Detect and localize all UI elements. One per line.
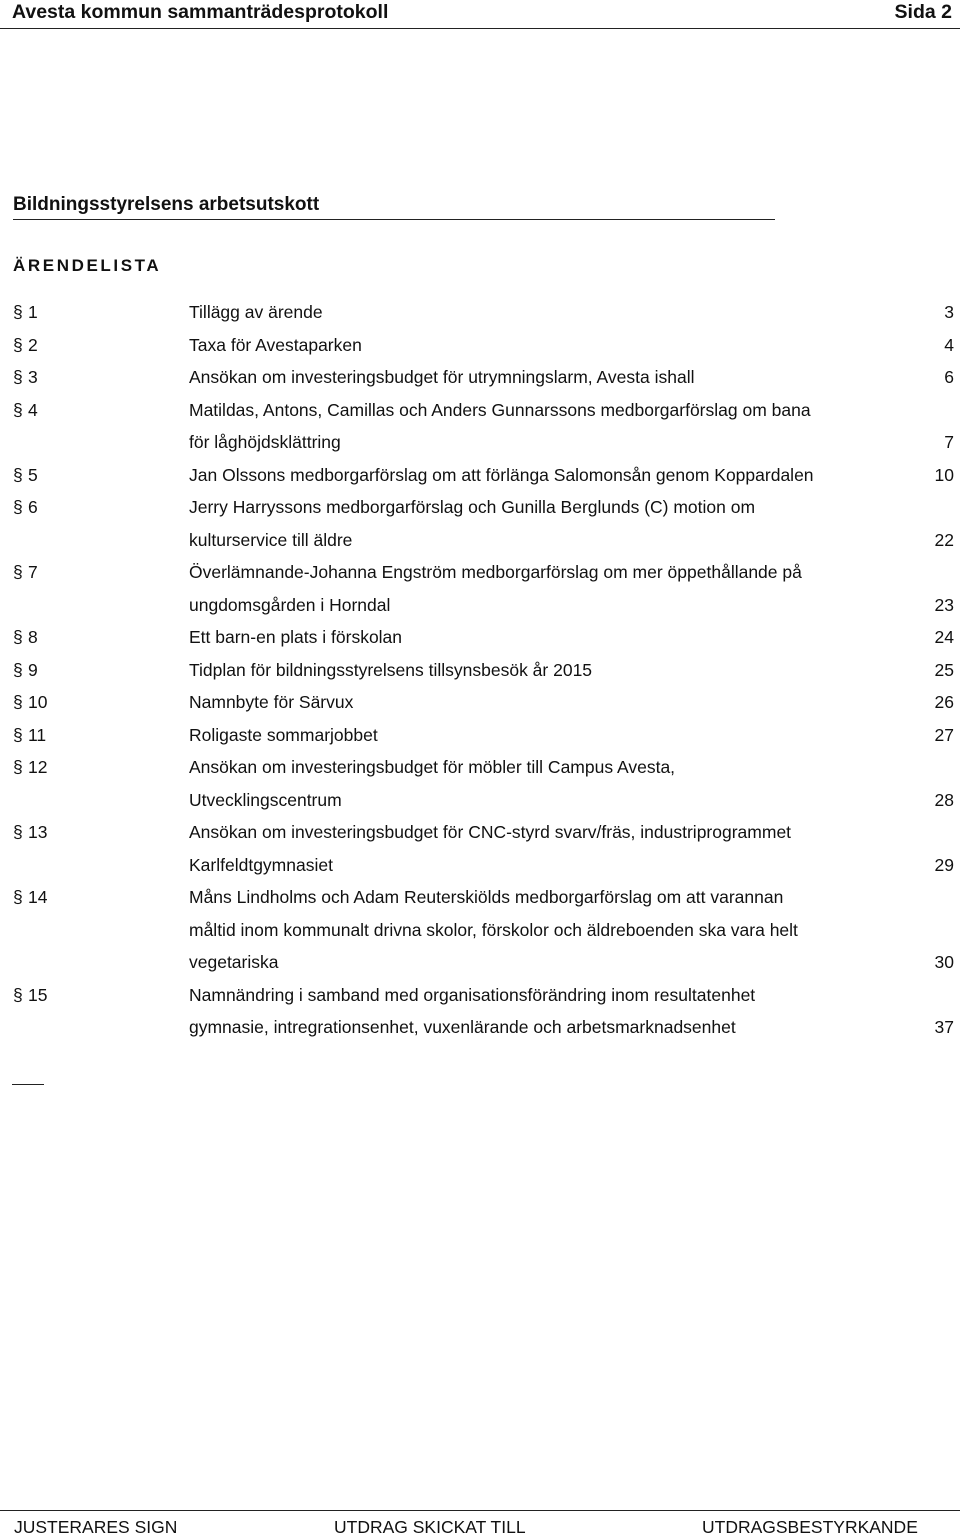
paragraph-symbol: § [13,692,23,712]
footer-sent-label: UTDRAG SKICKAT TILL [334,1517,526,1537]
item-title-line: Taxa för Avestaparken [189,334,362,355]
item-title-line: Namnbyte för Särvux [189,692,354,712]
paragraph-symbol: § [13,822,23,842]
item-title-line: Tidplan för bildningsstyrelsens tillsynsbesök år 2015 [189,659,593,680]
item-page-number: 6 [944,367,954,387]
item-page-number: 30 [934,952,954,972]
item-title [189,719,879,752]
item-title [189,296,879,329]
paragraph-symbol: § [13,497,23,517]
item-page-number: 25 [934,659,954,680]
footer-certified-label: UTDRAGSBESTYRKANDE [702,1517,918,1537]
paragraph-symbol: § [13,627,23,647]
item-title [189,881,879,979]
item-title [189,621,879,654]
item-number: 8 [28,627,38,647]
item-title-line: Utvecklingscentrum [189,789,342,810]
item-page-number: 28 [934,789,954,810]
committee-title: Bildningsstyrelsens arbetsutskott [13,194,320,215]
item-page-number: 37 [934,1017,954,1037]
item-number: 10 [28,692,48,712]
item-title-line: måltid inom kommunalt drivna skolor, förskolor och äldreboenden ska vara helt [189,919,798,940]
item-page-number: 10 [934,464,954,485]
paragraph-symbol: § [13,724,23,745]
section-label: ÄRENDELISTA [13,256,162,275]
item-title-line: Matildas, Antons, Camillas och Anders Gunnarssons medborgarförslag om bana [189,399,811,420]
item-title-line: Överlämnande-Johanna Engström medborgarförslag om mer öppethållande på [189,562,802,582]
item-title-line: kulturservice till äldre [189,529,353,550]
paragraph-symbol: § [13,334,23,355]
paragraph-symbol: § [13,399,23,420]
item-title-line: Karlfeldtgymnasiet [189,854,333,875]
item-title [189,556,879,621]
item-title-line: vegetariska [189,952,279,972]
item-page-number: 24 [934,627,954,647]
paragraph-symbol: § [13,659,23,680]
item-page-number: 27 [934,724,954,745]
item-title [189,979,879,1044]
item-title [189,394,879,459]
footer-sign-label: JUSTERARES SIGN [14,1517,178,1537]
paragraph-symbol: § [13,984,23,1005]
paragraph-symbol: § [13,302,23,322]
page-number: Sida 2 [894,1,952,23]
item-title [189,459,879,492]
item-title-line: Jerry Harryssons medborgarförslag och Gunilla Berglunds (C) motion om [189,497,756,517]
item-title [189,329,879,362]
item-page-number: 4 [944,334,954,355]
item-number: 12 [28,757,48,777]
paragraph-symbol: § [13,887,23,907]
paragraph-symbol: § [13,562,23,582]
item-page-number: 29 [934,854,954,875]
item-number: 1 [28,302,38,322]
item-number: 3 [28,367,38,387]
item-number: 4 [28,399,38,420]
item-title [189,816,879,881]
item-title-line: Ansökan om investeringsbudget för CNC-styrd svarv/fräs, industriprogrammet [189,822,792,842]
paragraph-symbol: § [13,367,23,387]
item-number: 5 [28,464,38,485]
paragraph-symbol: § [13,464,23,485]
item-title-line: Roligaste sommarjobbet [189,724,378,745]
paragraph-symbol: § [13,757,23,777]
item-number: 11 [28,724,47,745]
item-title-line: för låghöjdsklättring [189,432,341,452]
item-page-number: 7 [944,432,954,452]
item-title-line: gymnasie, intregrationsenhet, vuxenlärande och arbetsmarknadsenhet [189,1017,736,1037]
item-title-line: Måns Lindholms och Adam Reuterskiölds medborgarförslag om att varannan [189,887,784,907]
item-title [189,686,879,719]
item-page-number: 23 [934,594,954,615]
item-title-line: Tillägg av ärende [189,302,323,322]
item-title [189,491,879,556]
item-page-number: 26 [934,692,954,712]
item-title-line: Ansökan om investeringsbudget för möbler till Campus Avesta, [189,757,676,777]
item-number: 14 [28,887,48,907]
page-footer [0,1510,960,1537]
item-number: 9 [28,659,38,680]
item-number: 13 [28,822,48,842]
item-title [189,751,879,816]
item-page-number: 3 [944,302,954,322]
document-title: Avesta kommun sammanträdesprotokoll [12,1,389,23]
item-title-line: Ansökan om investeringsbudget för utrymningslarm, Avesta ishall [189,367,695,387]
item-title-line: Ett barn-en plats i förskolan [189,627,403,647]
item-number: 2 [28,334,38,355]
item-page-number: 22 [934,529,954,550]
item-title-line: Jan Olssons medborgarförslag om att förlänga Salomonsån genom Koppardalen [189,464,814,485]
item-title [189,361,879,394]
item-number: 6 [28,497,38,517]
list-end-rule [12,1084,44,1085]
item-number: 15 [28,984,48,1005]
item-number: 7 [28,562,38,582]
item-title [189,654,879,687]
item-title-line: ungdomsgården i Horndal [189,594,391,615]
item-title-line: Namnändring i samband med organisationsförändring inom resultatenhet [189,984,756,1005]
